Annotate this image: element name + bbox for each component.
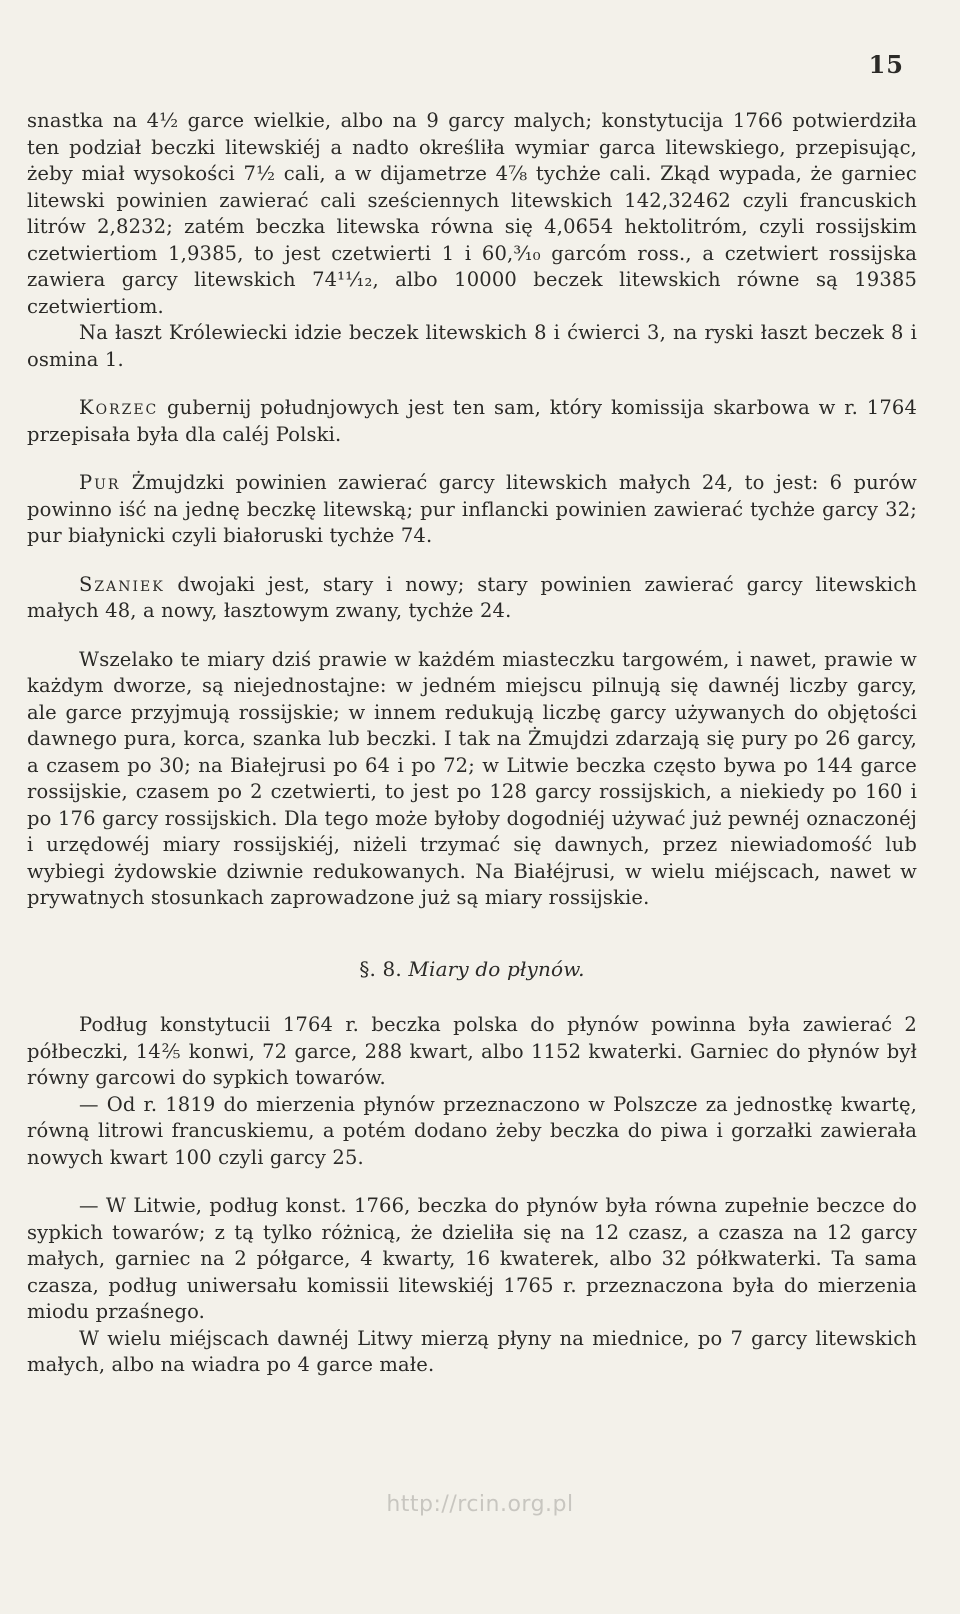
term-pur: Pur <box>79 471 121 494</box>
paragraph-od-1819: — Od r. 1819 do mierzenia płynów przeznaczono w Polszcze za jednostkę kwartę, równą litrowi francuskiemu, a potém dodano żeby beczka do piwa i gorzałki zawierała nowych kwart 100 czyli garcy 25. <box>27 1092 917 1169</box>
section-title: Miary do płynów. <box>408 956 585 981</box>
paragraph-laszt: Na łaszt Królewiecki idzie beczek litewskich 8 i ćwierci 3, na ryski łaszt beczek 8 i osmina 1. <box>27 321 917 371</box>
body-text <box>27 108 917 1379</box>
section-heading <box>27 956 917 983</box>
paragraph-korzec-text: gubernij połudnjowych jest ten sam, który komissija skarbowa w r. 1764 przepisała była dla caléj Polski. <box>27 396 917 446</box>
footer-url-watermark: http://rcin.org.pl <box>386 1492 574 1517</box>
paragraph-wszelako: Wszelako te miary dziś prawie w każdém miasteczku targowém, i nawet, prawie w każdym dworze, są niejednostajne: w jedném miejscu pilnują się dawnéj liczby garcy, ale garce przyjmują rossijskie; w innem redukują liczbę garcy używanych do objętości dawnego pura, korca, szanka lub beczki. I tak na Żmujdzi zdarzają się pury po 26 garcy, a czasem po 30; na Białejrusi po 64 i po 72; w Litwie beczka często bywa po 144 garce rossijskie, czasem po 2 czetwierti, to jest po 128 garcy rossijskich, a niekiedy po 160 i po 176 garcy rossijskich. Dla tego może byłoby dogodniéj używać już pewnéj oznaczonéj i urzędowéj miary rossijskiéj, niżeli trzymać się dawnych, przez niewiadomość lub wybiegi żydowskie dziwnie redukowanych. Na Białéjrusi, w wielu miéjscach, nawet w prywatnych stosunkach zaprowadzone już są miary rossijskie. <box>27 647 917 909</box>
paragraph-pur <box>27 470 917 550</box>
page-number: 15 <box>868 50 904 79</box>
section-number: §. 8. <box>359 956 402 981</box>
paragraph-podlug-konstytucii: Podług konstytucii 1764 r. beczka polska do płynów powinna była zawierać 2 półbeczki, 14⅖ konwi, 72 garce, 288 kwart, albo 1152 kwaterki. Garniec do płynów był równy garcowi do sypkich towarów. <box>27 1013 917 1089</box>
paragraph-korzec <box>27 395 917 448</box>
paragraph-szaniek <box>27 572 917 625</box>
paragraph-w-litwie: — W Litwie, podług konst. 1766, beczka do płynów była równa zupełnie beczce do sypkich towarów; z tą tylko różnicą, że dzieliła się na 12 czasz, a czasza na 12 garcy małych, garniec na 2 półgarce, 4 kwarty, 16 kwaterek, albo 32 półkwaterki. Ta sama czasza, podług uniwersału komissii litewskiéj 1765 r. przeznaczona była do mierzenia miodu przaśnego. <box>27 1194 917 1323</box>
term-korzec: Korzec <box>79 396 159 419</box>
paragraph-szaniek-text: dwojaki jest, stary i nowy; stary powinien zawierać garcy litewskich małych 48, a nowy, łasztowym zwany, tychże 24. <box>27 572 917 622</box>
paragraph-w-wielu-miejscach: W wielu miéjscach dawnéj Litwy mierzą płyny na miednice, po 7 garcy litewskich małych, albo na wiadra po 4 garce małe. <box>27 1326 917 1376</box>
paragraph-pur-text: Żmujdzki powinien zawierać garcy litewskich małych 24, to jest: 6 purów powinno iść na jednę beczkę litewską; pur inflancki powinien zawierać tychże garcy 32; pur białynicki czyli białoruski tychże 74. <box>27 471 917 547</box>
term-szaniek: Szaniek <box>79 572 165 596</box>
paragraph-garniec-definition: snastka na 4½ garce wielkie, albo na 9 garcy malych; konstytucija 1766 potwierdziła ten podział beczki litewskiéj a nadto określiła wymiar garca litewskiego, przepisując, żeby miał wysokości 7½ cali, a w dijametrze 4⅞ tychże cali. Zkąd wypada, że garniec litewski powinien zawierać cali sześciennych litewskich 142,32462 czyli francuskich litrów 2,8232; zatém beczka litewska równa się 4,0654 hektolitróm, czyli rossijskim czetwiertiom 1,9385, to jest czetwierti 1 i 60,³⁄₁₀ garcóm ross., a czetwiert rossijska zawiera garcy litewskich 74¹¹⁄₁₂, albo 10000 beczek litewskich równe są 19385 czetwiertiom. <box>27 109 917 318</box>
